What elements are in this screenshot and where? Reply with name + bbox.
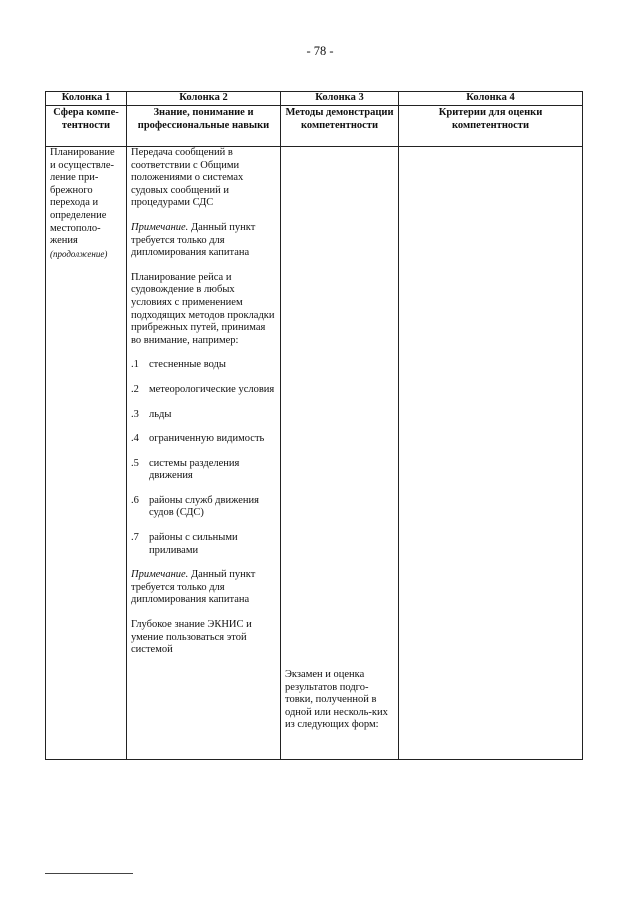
list-item — [131, 409, 276, 422]
note-1-label: Примечание. — [131, 221, 189, 233]
note-2-text: Данный пункт требуется только для дипломирования капитана — [131, 569, 256, 606]
list-item-text: льды — [149, 408, 172, 420]
page-number: - 78 - — [306, 44, 334, 58]
note-1 — [131, 222, 276, 260]
list-item-text: стесненные воды — [149, 359, 226, 371]
list-item-number: .7 — [131, 532, 139, 544]
list-item-number: .6 — [131, 494, 139, 506]
competence-text: Планирование и осуществле-ление при-брежного перехода и определение местополо-жения — [50, 147, 115, 247]
list-item-number: .3 — [131, 408, 139, 420]
list-item — [131, 458, 276, 483]
continuation-label: (продолжение) — [50, 248, 108, 259]
list-item-number: .4 — [131, 433, 139, 445]
column-number-3: Колонка 3 — [281, 92, 399, 106]
competence-table — [45, 91, 583, 760]
competence-cell — [46, 147, 127, 760]
demonstration-text: Экзамен и оценка результатов подго-товки, полученной в одной или несколь-ких из следующих форм: — [285, 669, 388, 731]
knowledge-paragraph-2: Планирование рейса и судовождение в любых условиях с применением подходящих методов прокладки прибрежных путей, принимая во внимание, например: — [131, 271, 275, 346]
note-2-label: Примечание. — [131, 569, 189, 581]
demonstration-cell — [281, 147, 399, 760]
column-number-4: Колонка 4 — [399, 92, 583, 106]
list-item — [131, 384, 276, 397]
header-knowledge: Знание, понимание и профессиональные навыки — [127, 106, 281, 147]
header-demonstration-methods: Методы демонстрации компетентности — [281, 106, 399, 147]
list-item-text: метеорологические условия — [149, 383, 275, 395]
list-item — [131, 495, 276, 520]
column-number-1: Колонка 1 — [46, 92, 127, 106]
table-row — [46, 147, 583, 760]
header-competence-area: Сфера компе-тентности — [46, 106, 127, 147]
list-item-text: районы служб движения судов (СДС) — [149, 494, 259, 519]
footnote-separator — [45, 873, 133, 874]
header-evaluation-criteria: Критерии для оценки компетентности — [399, 106, 583, 147]
knowledge-paragraph-1: Передача сообщений в соответствии с Общими положениями о системах судовых сообщений и процедурами СДС — [131, 147, 244, 209]
list-item-text: ограниченную видимость — [149, 433, 265, 445]
list-item — [131, 433, 276, 446]
column-header-row — [46, 106, 583, 147]
knowledge-paragraph-3: Глубокое знание ЭКНИС и умение пользоваться этой системой — [131, 619, 252, 656]
note-1-text: Данный пункт требуется только для дипломирования капитана — [131, 221, 256, 259]
knowledge-cell — [127, 147, 281, 760]
list-item-number: .5 — [131, 457, 139, 469]
criteria-cell — [399, 147, 583, 760]
list-item-number: .1 — [131, 359, 139, 371]
list-item-number: .2 — [131, 383, 139, 395]
note-2 — [131, 569, 276, 607]
list-item-text: системы разделения движения — [149, 457, 240, 482]
list-item-text: районы с сильными приливами — [149, 532, 238, 556]
column-number-2: Колонка 2 — [127, 92, 281, 106]
list-item — [131, 359, 276, 372]
list-item — [131, 532, 276, 557]
column-number-row — [46, 92, 583, 106]
